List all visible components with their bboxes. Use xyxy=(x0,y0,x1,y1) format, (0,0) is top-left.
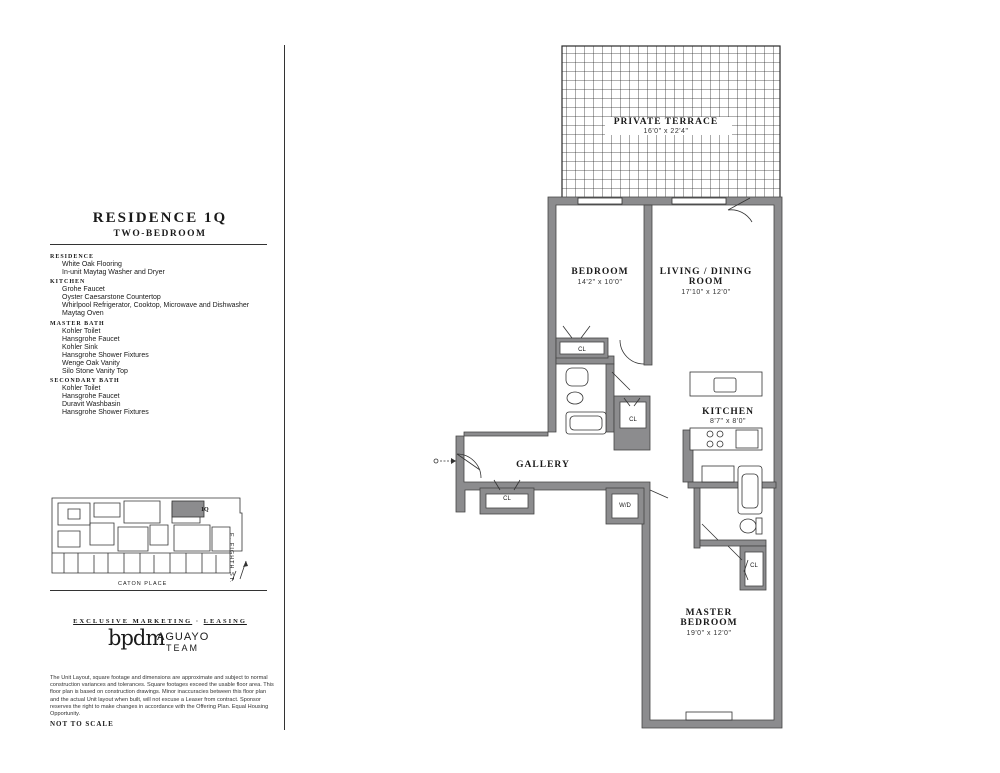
feature-item: Hansgrohe Shower Fixtures xyxy=(62,409,149,417)
bpdm-logo: bpdm xyxy=(108,626,165,650)
kitchen-dims: 8'7" x 8'0" xyxy=(709,418,747,425)
feature-item: Grohe Faucet xyxy=(62,286,105,294)
aguayo-logo-line2: TEAM xyxy=(166,643,200,653)
marketing-label-b: LEASING xyxy=(203,618,247,625)
feature-item: Kohler Sink xyxy=(62,343,98,351)
master-bath-fixtures xyxy=(702,466,762,534)
residence-title: RESIDENCE 1Q xyxy=(92,210,228,226)
bedroom-dims: 14'2" x 10'0" xyxy=(577,279,623,286)
master-label: MASTER xyxy=(685,608,733,618)
feature-item: White Oak Flooring xyxy=(62,261,122,268)
feature-item: Duravit Washbasin xyxy=(62,401,121,409)
feature-item: Silo Stone Vanity Top xyxy=(62,368,128,376)
master-closet-label: CL xyxy=(750,563,758,569)
residence-subtitle: TWO-BEDROOM xyxy=(113,229,207,239)
terrace-dims: 16'0" x 22'4" xyxy=(643,128,689,135)
feature-heading: MASTER BATH xyxy=(50,320,105,327)
feature-item: Hansgrohe Faucet xyxy=(62,335,120,343)
terrace-label: PRIVATE TERRACE xyxy=(613,117,719,127)
disclaimer: The Unit Layout, square footage and dimensions are approximate and subject to normal construction variances and tolerances. Square footages exceed the usable floor area. This floor plan is based on construction drawings. Minor inaccuracies between this floor plan and the actual Unit layout when built, will not excuse a Leaser from contract. Sponsor reserves the right to make changes in accordance with the Offering Plan. Equal Housing Opportunity. xyxy=(50,675,274,718)
feature-item: Kohler Toilet xyxy=(62,327,101,335)
feature-item: Hansgrohe Shower Fixtures xyxy=(62,351,149,359)
not-to-scale: NOT TO SCALE xyxy=(50,720,114,728)
entry-arrow xyxy=(434,458,456,464)
feature-item: Whirlpool Refrigerator, Cooktop, Microwave and Dishwasher xyxy=(62,302,250,310)
secondary-bath-fixtures xyxy=(566,368,606,434)
feature-item: Wenge Oak Vanity xyxy=(62,359,120,367)
feature-item: Oyster Caesarstone Countertop xyxy=(62,294,161,302)
feature-item: Kohler Toilet xyxy=(62,385,101,393)
living-label-line2: ROOM xyxy=(688,277,724,287)
feature-heading: KITCHEN xyxy=(50,279,86,286)
washer-dryer-label: W/D xyxy=(619,503,631,509)
living-label: LIVING / DINING xyxy=(659,267,753,277)
key-plan-street-bottom: CATON PLACE xyxy=(118,581,168,587)
gallery-label: GALLERY xyxy=(516,460,570,470)
aguayo-logo-line1: AGUAYO xyxy=(157,631,210,643)
feature-item: Hansgrohe Faucet xyxy=(62,393,120,401)
marketing-separator: · xyxy=(195,618,200,625)
bath-closet-label: CL xyxy=(629,417,637,423)
feature-heading: SECONDARY BATH xyxy=(50,378,120,385)
bedroom-closet-label: CL xyxy=(578,347,586,353)
feature-heading: RESIDENCE xyxy=(50,254,95,260)
kitchen-label: KITCHEN xyxy=(702,407,754,417)
key-plan-street-side: E. EIGHTH ST. xyxy=(228,533,234,583)
living-dims: 17'10" x 12'0" xyxy=(681,289,731,296)
marketing-label-a: EXCLUSIVE MARKETING xyxy=(73,618,193,625)
key-plan-unit-label: 1Q xyxy=(201,507,209,513)
master-label-line2: BEDROOM xyxy=(680,618,738,628)
feature-item: Maytag Oven xyxy=(62,310,104,318)
feature-item: In-unit Maytag Washer and Dryer xyxy=(62,269,165,277)
gallery-closet-label: CL xyxy=(503,496,511,502)
bedroom-label: BEDROOM xyxy=(571,267,629,277)
master-dims: 19'0" x 12'0" xyxy=(686,630,732,637)
